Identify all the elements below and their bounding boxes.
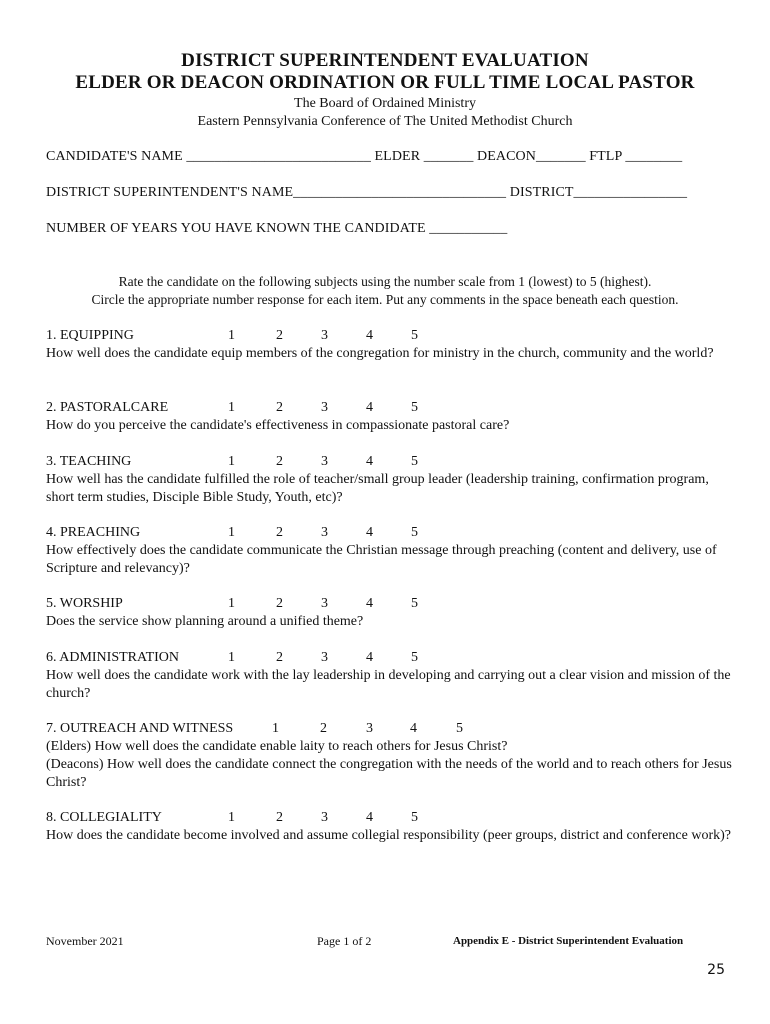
evaluation-item [46,453,736,507]
instructions-line-2: Circle the appropriate number response for each item. Put any comments in the space beneath each question. [91,292,679,307]
item-header [46,399,736,417]
item-name: 2. PASTORALCARE [46,400,169,415]
rating-option[interactable]: 1 [228,650,235,665]
rating-option[interactable]: 2 [276,454,283,469]
rating-option[interactable]: 3 [366,721,373,736]
form-title-line-2: ELDER OR DEACON ORDINATION OR FULL TIME LOCAL PASTOR [75,72,695,93]
item-question: How does the candidate become involved and assume collegial responsibility (peer groups, district and conference work)? [46,828,731,843]
evaluation-item [46,809,736,845]
rating-option[interactable]: 1 [272,721,279,736]
rating-option[interactable]: 3 [321,400,328,415]
page-number: 25 [707,962,725,978]
rating-option[interactable]: 5 [411,810,418,825]
rating-option[interactable]: 3 [321,454,328,469]
rating-option[interactable]: 2 [276,328,283,343]
item-question: Does the service show planning around a unified theme? [46,614,364,629]
rating-option[interactable]: 4 [366,400,373,415]
item-name: 7. OUTREACH AND WITNESS [46,721,234,736]
item-header [46,595,736,613]
rating-option[interactable]: 3 [321,596,328,611]
item-header [46,720,736,738]
rating-option[interactable]: 1 [228,328,235,343]
rating-option[interactable]: 3 [321,650,328,665]
rating-option[interactable]: 3 [321,525,328,540]
rating-option[interactable]: 5 [411,650,418,665]
rating-option[interactable]: 5 [411,596,418,611]
footer-appendix: Appendix E - District Superintendent Evaluation [453,935,684,947]
conference-name: Eastern Pennsylvania Conference of The United Methodist Church [197,114,573,129]
rating-option[interactable]: 4 [410,721,417,736]
rating-option[interactable]: 2 [276,400,283,415]
rating-option[interactable]: 5 [411,328,418,343]
rating-option[interactable]: 2 [320,721,327,736]
item-question: How effectively does the candidate communicate the Christian message through preaching (content and delivery, use of Scripture and relevancy)? [46,543,717,576]
item-header [46,649,736,667]
item-name: 4. PREACHING [46,525,141,540]
item-header [46,809,736,827]
form-title-line-1: DISTRICT SUPERINTENDENT EVALUATION [181,50,589,71]
rating-option[interactable]: 4 [366,328,373,343]
rating-option[interactable]: 2 [276,596,283,611]
item-question: (Elders) How well does the candidate enable laity to reach others for Jesus Christ? [46,739,508,754]
rating-option[interactable]: 5 [411,400,418,415]
evaluation-item [46,595,736,631]
evaluation-item [46,524,736,578]
item-question: (Deacons) How well does the candidate connect the congregation with the needs of the world and to reach others for Jesus Christ? [46,757,732,790]
item-question: How well has the candidate fulfilled the role of teacher/small group leader (leadership training, confirmation program, short term studies, Disciple Bible Study, Youth, etc)? [46,472,709,505]
item-header [46,327,736,345]
rating-option[interactable]: 1 [228,596,235,611]
item-header [46,524,736,542]
item-name: 8. COLLEGIALITY [46,810,162,825]
rating-option[interactable]: 5 [411,454,418,469]
rating-option[interactable]: 4 [366,810,373,825]
item-question: How do you perceive the candidate's effectiveness in compassionate pastoral care? [46,418,510,433]
rating-option[interactable]: 4 [366,525,373,540]
rating-option[interactable]: 3 [321,810,328,825]
rating-option[interactable]: 2 [276,650,283,665]
ds-name-field[interactable]: DISTRICT SUPERINTENDENT'S NAME______________________________ DISTRICT________________ [46,185,688,200]
item-name: 6. ADMINISTRATION [46,650,179,665]
rating-option[interactable]: 1 [228,525,235,540]
rating-option[interactable]: 1 [228,400,235,415]
rating-option[interactable]: 1 [228,810,235,825]
rating-option[interactable]: 4 [366,650,373,665]
rating-option[interactable]: 2 [276,525,283,540]
footer-page: Page 1 of 2 [317,934,372,948]
rating-option[interactable]: 4 [366,596,373,611]
evaluation-item [46,399,736,435]
rating-option[interactable]: 2 [276,810,283,825]
rating-option[interactable]: 1 [228,454,235,469]
years-known-field[interactable]: NUMBER OF YEARS YOU HAVE KNOWN THE CANDIDATE ___________ [46,221,508,236]
item-name: 3. TEACHING [46,454,132,469]
board-name: The Board of Ordained Ministry [294,96,476,111]
rating-option[interactable]: 3 [321,328,328,343]
instructions-line-1: Rate the candidate on the following subjects using the number scale from 1 (lowest) to 5 (highest). [118,274,652,289]
evaluation-item [46,720,736,792]
candidate-name-field[interactable]: CANDIDATE'S NAME __________________________ ELDER _______ DEACON_______ FTLP ________ [46,149,683,164]
rating-option[interactable]: 5 [411,525,418,540]
evaluation-item [46,649,736,703]
item-name: 5. WORSHIP [46,596,123,611]
item-question: How well does the candidate work with the lay leadership in developing and carrying out a clear vision and mission of the church? [46,668,731,701]
footer-date: November 2021 [46,934,124,948]
evaluation-item [46,327,736,363]
item-question: How well does the candidate equip members of the congregation for ministry in the church, community and the world? [46,346,714,361]
item-name: 1. EQUIPPING [46,328,134,343]
rating-option[interactable]: 5 [456,721,463,736]
item-header [46,453,736,471]
rating-option[interactable]: 4 [366,454,373,469]
